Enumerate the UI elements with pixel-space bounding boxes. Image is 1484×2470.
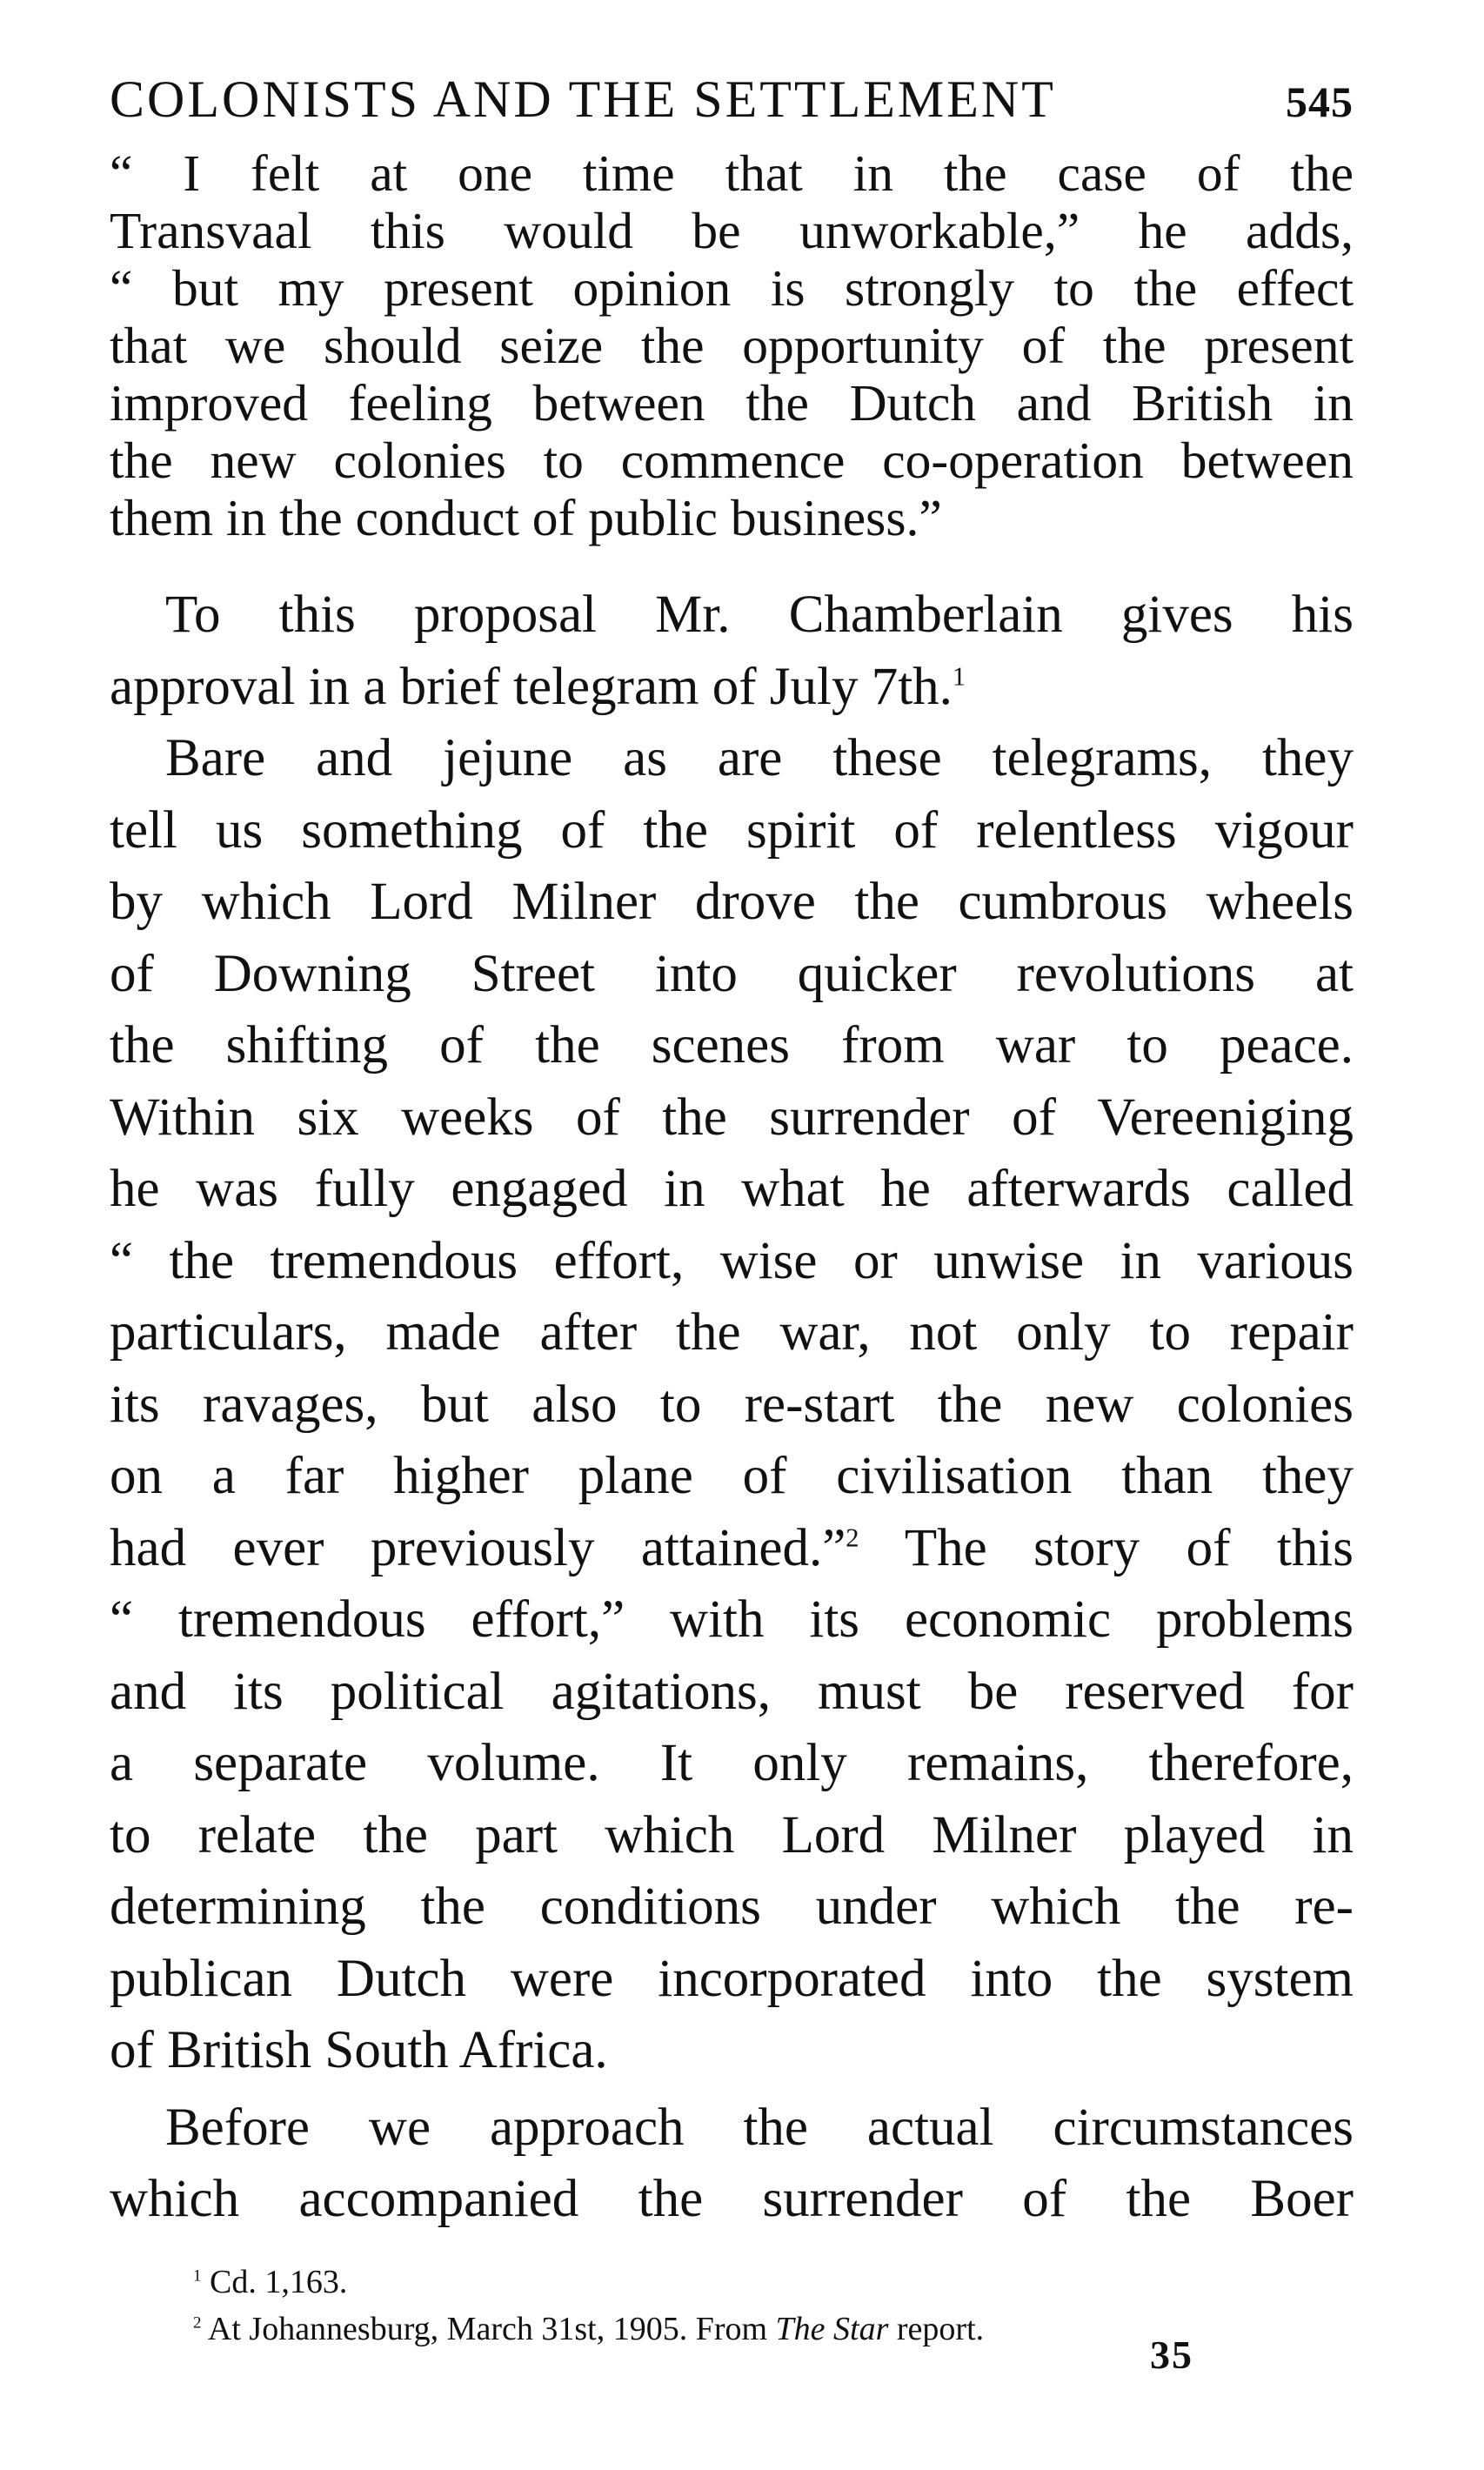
- paragraph-line: its ravages, but also to re-start the new colonies: [110, 1375, 1354, 1434]
- paragraph-line: [110, 652, 1354, 724]
- quote-line: them in the conduct of public business.”: [110, 489, 942, 546]
- page-number: 545: [1286, 77, 1354, 126]
- paragraph-line: by which Lord Milner drove the cumbrous wheels: [110, 873, 1354, 931]
- book-page: [110, 70, 1354, 2353]
- paragraph-line: [110, 1513, 1354, 1585]
- quote-line: the new colonies to commence co-operation between: [110, 432, 1354, 489]
- paragraph-line: determining the conditions under which the re-: [110, 1878, 1354, 1936]
- line-text: approval in a brief telegram of July 7th.: [110, 657, 953, 716]
- paragraph-line: “ tremendous effort,” with its economic problems: [110, 1590, 1354, 1649]
- footnote-mark: 2: [193, 2313, 202, 2332]
- paragraph-line: tell us something of the spirit of relentless vigour: [110, 800, 1354, 860]
- paragraph-line: publican Dutch were incorporated into the system: [110, 1949, 1354, 2008]
- running-title: COLONISTS AND THE SETTLEMENT: [110, 70, 1056, 128]
- paragraph-line: of Downing Street into quicker revolutions at: [110, 944, 1354, 1003]
- paragraph-line: and its political agitations, must be reserved for: [110, 1662, 1354, 1721]
- footnote-italic: The Star: [775, 2310, 889, 2347]
- quote-line: Transvaal this would be unworkable,” he adds,: [110, 202, 1354, 259]
- paragraph-telegrams: [110, 723, 1354, 2087]
- paragraph-line: he was fully engaged in what he afterwards called: [110, 1160, 1354, 1218]
- footnote-mark: 1: [193, 2266, 202, 2285]
- quote-line: improved feeling between the Dutch and British in: [110, 374, 1354, 432]
- paragraph-line: on a far higher plane of civilisation than they: [110, 1447, 1354, 1505]
- paragraph-line: the shifting of the scenes from war to peace.: [110, 1016, 1354, 1074]
- quote-line: “ I felt at one time that in the case of the: [110, 144, 1354, 202]
- paragraph-line: to relate the part which Lord Milner played in: [110, 1805, 1354, 1864]
- footnote-text: Cd. 1,163.: [201, 2263, 348, 2300]
- paragraph-line: To this proposal Mr. Chamberlain gives his: [165, 586, 1354, 644]
- paragraph-line: particulars, made after the war, not only to repair: [110, 1303, 1354, 1362]
- footnote: [193, 2259, 1354, 2306]
- paragraph-line: Before we approach the actual circumstances: [165, 2098, 1354, 2157]
- footnote-ref: 2: [846, 1523, 859, 1553]
- quote-line: that we should seize the opportunity of the present: [110, 317, 1354, 374]
- paragraph-line: which accompanied the surrender of the Boer: [110, 2170, 1354, 2228]
- line-text: had ever previously attained.”: [110, 1518, 846, 1577]
- paragraph-before-we-approach: [110, 2092, 1354, 2236]
- line-text: The story of this: [859, 1518, 1354, 1577]
- quote-line: “ but my present opinion is strongly to the effect: [110, 259, 1354, 317]
- paragraph-line: “ the tremendous effort, wise or unwise in various: [110, 1231, 1354, 1290]
- paragraph-line: of British South Africa.: [110, 2021, 608, 2079]
- running-header: [110, 70, 1354, 144]
- block-quote: [110, 144, 1354, 546]
- footnote-text: report.: [888, 2310, 985, 2347]
- signature-mark: 35: [1150, 2333, 1193, 2377]
- paragraph-line: Within six weeks of the surrender of Vereeniging: [110, 1088, 1354, 1147]
- paragraph-chamberlain-approval: [110, 579, 1354, 723]
- paragraph-line: a separate volume. It only remains, therefore,: [110, 1734, 1354, 1792]
- footnote-text: At Johannesburg, March 31st, 1905. From: [201, 2310, 776, 2347]
- paragraph-line: Bare and jejune as are these telegrams, they: [165, 729, 1354, 787]
- footnote-ref: 1: [952, 661, 966, 692]
